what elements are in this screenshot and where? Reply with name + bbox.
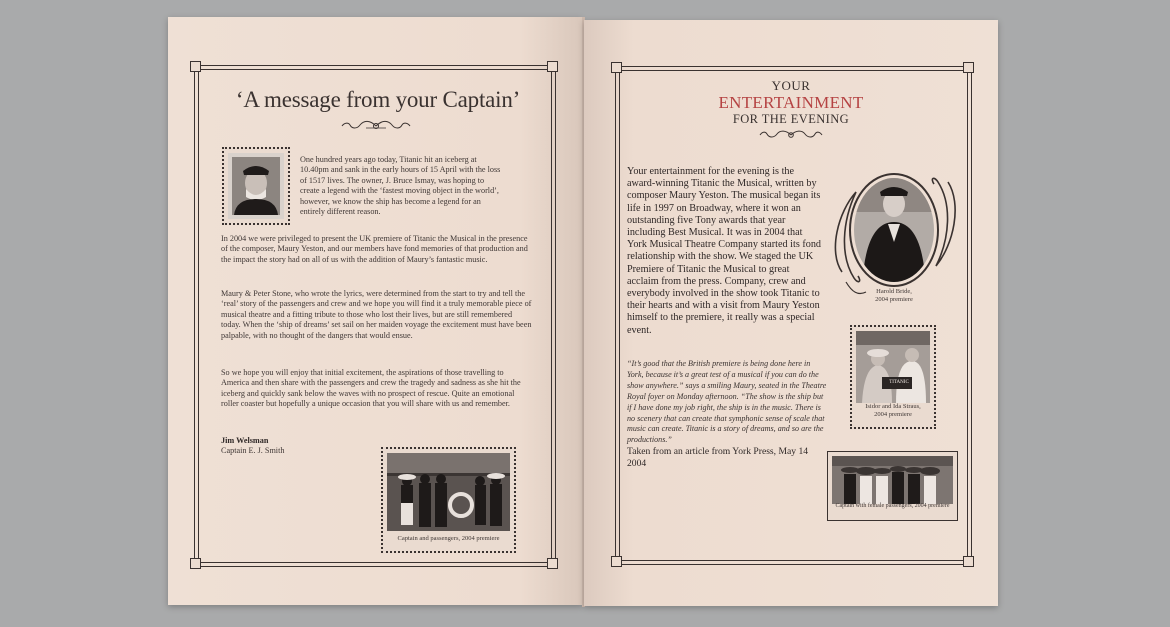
heading-for-the-evening: FOR THE EVENING xyxy=(732,112,850,126)
harold-bride-caption-line2: 2004 premiere xyxy=(875,296,913,303)
captain-message-title: ‘A message from your Captain’ xyxy=(235,87,521,112)
right-page xyxy=(584,20,998,606)
signature-role: Captain E. J. Smith xyxy=(221,446,285,455)
harold-bride-oval-frame xyxy=(832,152,960,308)
entertainment-body-text: Your entertainment for the evening is the award-winning Titanic the Musical, written by composer Maury Yeston. The musical began its life in 1997 on Broadway, where it won an outstanding five Tony awards that year including Best Musical. It was in 2004 that York Musical Theatre Company started its fond relationship with the show. We staged the UK Premiere of Titanic the Musical to great acclaim from the press. Company, crew and everybody involved in the show took Titanic to their hearts and with a visit from Maury Yeston himself to the premiere, it really was a special event. xyxy=(627,166,822,336)
border-corner xyxy=(190,558,201,569)
quote-source: Taken from an article from York Press, May 14 2004 xyxy=(627,446,809,470)
captain-passengers-photo-frame xyxy=(381,447,516,553)
captain-portrait-frame xyxy=(222,147,290,225)
border-corner xyxy=(547,558,558,569)
york-press-quote xyxy=(627,359,827,470)
border-corner xyxy=(190,61,201,72)
border-corner xyxy=(611,556,622,567)
border-corner xyxy=(963,556,974,567)
signature-name: Jim Welsman xyxy=(221,436,269,445)
straus-photo-frame xyxy=(850,325,936,429)
captain-passengers-caption: Captain and passengers, 2004 premiere xyxy=(397,535,500,542)
female-passengers-photo-frame xyxy=(827,451,958,521)
straus-caption-line2: 2004 premiere xyxy=(874,411,912,418)
paragraph-lyrics: Maury & Peter Stone, who wrote the lyrics, were determined from the start to try and tell the ‘real’ story of the passengers and crew and we hope you will find it a truly memorable piece of musical theatre and a fitting tribute to those who lost their lives, but are still remembered today. When the ‘ship of dreams’ set sail on her maiden voyage the excitement must have been palpable, with no thought of the dangers that would ensue. xyxy=(221,289,532,340)
straus-caption-line1: Isidor and Ida Straus, xyxy=(865,403,921,410)
heading-flourish-icon xyxy=(756,128,826,142)
paragraph-enjoy: So we hope you will enjoy that initial excitement, the aspirations of those travelling to America and then share with the passengers and crew the tragedy and sadness as she hit the iceberg and quickly sank below the waves with no prospect of rescue. Quite an emotional roller coaster but hopefully a unique occasion that you will share with us and remember. xyxy=(221,368,521,409)
harold-bride-caption-line1: Harold Bride, xyxy=(876,288,912,295)
female-passengers-caption: Captain with female passengers, 2004 premiere xyxy=(835,503,950,509)
border-corner xyxy=(547,61,558,72)
straus-photo xyxy=(856,331,930,403)
quote-text: “It’s good that the British premiere is being done here in York, because it’s a great test of a musical if you can do the show anywhere.” says a smiling Maury, seated in the Theatre Royal foyer on Monday afternoon. “The show is the ship but if I have done my job right, the ship is in the music. There is no scenery that can create that symphonic sense of scale that music can create. Titanic is a story of dreams, and so are the productions.” xyxy=(627,359,827,445)
heading-entertainment: ENTERTAINMENT xyxy=(718,93,864,112)
border-corner xyxy=(611,62,622,73)
left-page xyxy=(168,17,582,605)
captain-portrait-image xyxy=(228,153,284,219)
female-passengers-photo xyxy=(832,456,953,504)
paragraph-premiere: In 2004 we were privileged to present the UK premiere of Titanic the Musical in the presence of the composer, Maury Yeston, and our members have fond memories of that production and the impact the story had on all of us with the addition of Maury’s fantastic music. xyxy=(221,234,528,264)
captain-passengers-photo xyxy=(387,453,510,531)
titanic-sign-text: TITANIC xyxy=(889,380,909,385)
border-corner xyxy=(963,62,974,73)
title-flourish-icon xyxy=(336,118,416,134)
heading-your: YOUR xyxy=(771,78,811,93)
intro-paragraph: One hundred years ago today, Titanic hit an iceberg at 10.40pm and sank in the early hours of 15 April with the loss of 1517 lives. The owner, J. Bruce Ismay, was hoping to create a legend with the ‘fastest moving object in the world’, however, we know the ship has become a legend for an entirely different reason. xyxy=(300,155,501,217)
